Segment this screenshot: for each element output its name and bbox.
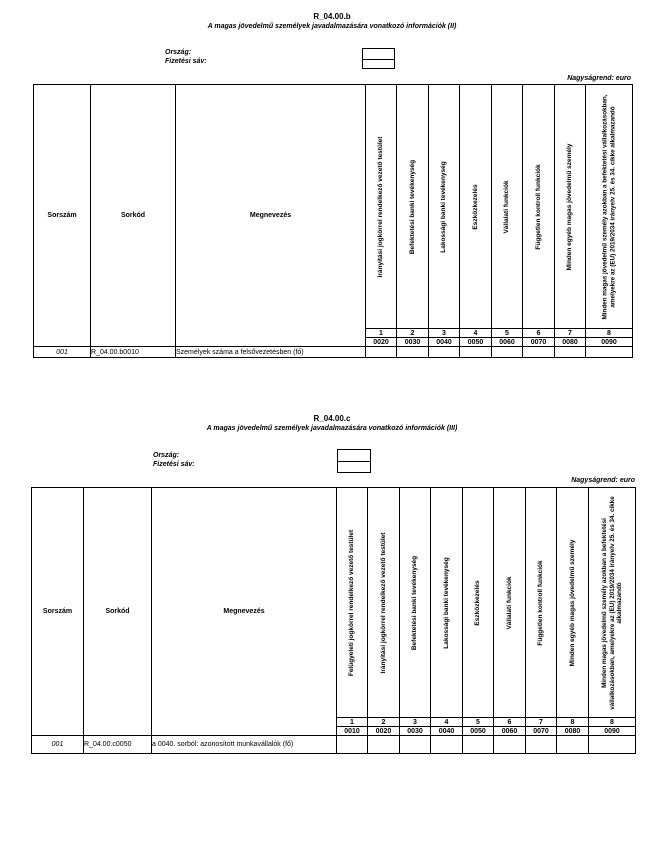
table-row [32, 736, 636, 754]
header-sorszam: Sorszám [34, 85, 91, 347]
col-header: Befektetési banki tevékenység [411, 555, 418, 650]
data-cell[interactable] [337, 736, 368, 754]
col-header: Irányítási jogkörrel rendelkező vezető testület [377, 136, 384, 277]
col-code: 0040 [429, 338, 460, 347]
data-cell[interactable] [492, 347, 523, 358]
col-header: Független kontroll funkciók [534, 163, 542, 250]
data-cell[interactable] [586, 347, 633, 358]
col-code: 0030 [400, 727, 431, 736]
col-number: 7 [526, 718, 557, 727]
data-cell[interactable] [557, 736, 589, 754]
col-code: 0020 [366, 338, 397, 347]
col-code: 0010 [337, 727, 368, 736]
col-number: 5 [463, 718, 494, 727]
table-c-unit: Nagyságrend: euro [571, 477, 635, 484]
col-header: Lakossági banki tevékenység [442, 556, 450, 649]
table-c-band-label: Fizetési sáv: [153, 461, 195, 468]
col-number: 8 [557, 718, 589, 727]
table-c-country-label: Ország: [153, 452, 180, 459]
table-b-unit: Nagyságrend: euro [567, 75, 631, 82]
col-code: 0050 [460, 338, 492, 347]
col-code: 0040 [431, 727, 463, 736]
col-code: 0050 [463, 727, 494, 736]
data-cell[interactable] [397, 347, 429, 358]
header-megnevezes: Megnevezés [176, 85, 366, 347]
col-number: 1 [337, 718, 368, 727]
col-header: Felügyeleti jogkörrel rendelkező vezető testület [348, 529, 355, 676]
table-c [31, 487, 636, 754]
table-b-country-band-box[interactable] [362, 48, 395, 69]
row-description: Személyek száma a felsővezetésben (fő) [176, 347, 366, 358]
row-number: 001 [34, 347, 91, 358]
data-cell[interactable] [555, 347, 586, 358]
col-number: 4 [431, 718, 463, 727]
table-c-title: A magas jövedelmű személyek javadalmazására vonatkozó információk (III) [206, 425, 458, 432]
col-code: 0080 [555, 338, 586, 347]
col-number: 6 [494, 718, 526, 727]
col-code: 0060 [492, 338, 523, 347]
data-cell[interactable] [431, 736, 463, 754]
col-number: 3 [429, 329, 460, 338]
data-cell[interactable] [368, 736, 400, 754]
table-b-code: R_04.00.b [313, 12, 351, 21]
col-number: 1 [366, 329, 397, 338]
col-code: 0090 [586, 338, 633, 347]
data-cell[interactable] [526, 736, 557, 754]
col-code: 0070 [526, 727, 557, 736]
header-sorszam: Sorszám [32, 488, 84, 736]
col-header-long: Minden magas jövedelmű személy azokban a befektetési vállalkozásokban, amelyekre az (EU) 2019/2034 irányelv 25. és 34. cikke alkalmazandó [601, 93, 616, 320]
col-header: Eszközkezelés [471, 183, 479, 230]
col-header: Eszközkezelés [474, 579, 481, 626]
col-number: 2 [368, 718, 400, 727]
col-number: 2 [397, 329, 429, 338]
row-code: R_04.00.c0050 [84, 736, 152, 754]
table-b-title: A magas jövedelmű személyek javadalmazására vonatkozó információk (II) [207, 23, 457, 30]
table-b-country-label: Ország: [165, 49, 192, 56]
col-header: Irányítási jogkörrel rendelkező vezető testület [379, 532, 387, 673]
header-sorkod: Sorkód [84, 488, 152, 736]
col-number: 3 [400, 718, 431, 727]
col-code: 0030 [397, 338, 429, 347]
col-header: Minden egyéb magas jövedelmű személy [566, 143, 573, 270]
col-code: 0090 [589, 727, 636, 736]
row-code: R_04.00.b0010 [91, 347, 176, 358]
row-number: 001 [32, 736, 84, 754]
table-b-band-label: Fizetési sáv: [165, 58, 207, 65]
col-number: 4 [460, 329, 492, 338]
col-header-long: Minden magas jövedelmű személy azokban a befektetési vállalkozásokban, amelyekre az (EU) 2019/2034 irányelv 25. és 34. cikke alkalmazandó [600, 495, 623, 710]
data-cell[interactable] [366, 347, 397, 358]
col-header: Minden egyéb magas jövedelmű személy [568, 539, 576, 666]
col-number: 5 [492, 329, 523, 338]
col-number: 8 [589, 718, 636, 727]
col-header: Lakossági banki tevékenység [440, 160, 447, 253]
col-header: Vállalati funkciók [505, 575, 513, 630]
col-code: 0070 [523, 338, 555, 347]
col-number: 8 [586, 329, 633, 338]
col-header: Befektetési banki tevékenység [408, 159, 416, 254]
data-cell[interactable] [494, 736, 526, 754]
col-code: 0060 [494, 727, 526, 736]
header-sorkod: Sorkód [91, 85, 176, 347]
data-cell[interactable] [523, 347, 555, 358]
col-number: 7 [555, 329, 586, 338]
table-row [34, 347, 633, 358]
data-cell[interactable] [589, 736, 636, 754]
col-header: Független kontroll funkciók [537, 559, 544, 646]
table-c-code: R_04.00.c [313, 414, 351, 423]
header-megnevezes: Megnevezés [152, 488, 337, 736]
row-description: a 0040. sorból: azonosított munkavállalók (fő) [152, 736, 337, 754]
table-c-country-band-box[interactable] [337, 449, 371, 473]
col-number: 6 [523, 329, 555, 338]
data-cell[interactable] [460, 347, 492, 358]
data-cell[interactable] [463, 736, 494, 754]
data-cell[interactable] [400, 736, 431, 754]
data-cell[interactable] [429, 347, 460, 358]
col-header: Vállalati funkciók [503, 179, 510, 234]
col-code: 0080 [557, 727, 589, 736]
col-code: 0020 [368, 727, 400, 736]
table-b [33, 84, 633, 358]
